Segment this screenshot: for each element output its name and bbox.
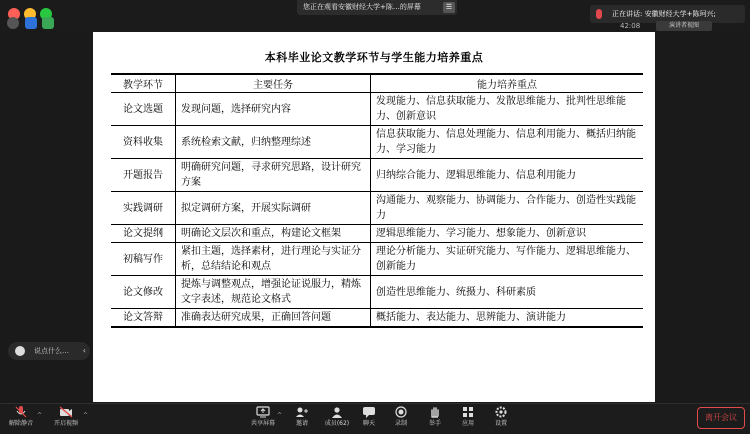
- participants-button[interactable]: [320, 404, 354, 432]
- record-button[interactable]: [384, 404, 418, 432]
- invite-label: 邀请: [295, 420, 308, 427]
- task-cell: 提炼与调整观点，增强论证说服力，精炼文字表述，规范论文格式: [176, 276, 371, 309]
- invite-button[interactable]: [285, 404, 319, 432]
- screen-share-text: 您正在观看安徽财经大学+陈…的屏幕: [303, 3, 421, 11]
- table-header: 能力培养重点: [371, 74, 644, 93]
- unmute-label: 解除静音: [8, 420, 33, 427]
- task-cell: 发现问题，选择研究内容: [176, 93, 371, 126]
- start-video-button[interactable]: [49, 404, 83, 432]
- ability-cell: 概括能力、表达能力、思辨能力、演讲能力: [371, 309, 644, 328]
- table-row: [111, 159, 643, 192]
- record-icon: [394, 406, 408, 418]
- video-off-icon: [59, 406, 73, 418]
- hand-icon: [428, 406, 442, 418]
- share-options-caret[interactable]: ^: [277, 412, 283, 419]
- apps-icon: [461, 406, 475, 418]
- stage-cell: 开题报告: [111, 159, 176, 192]
- info-icon[interactable]: [7, 17, 19, 29]
- task-cell: 紧扣主题，选择素材，进行理论与实证分析，总结结论和观点: [176, 243, 371, 276]
- share-screen-icon: [256, 406, 270, 418]
- stage-cell: 论文提纲: [111, 225, 176, 243]
- record-label: 录制: [394, 420, 407, 427]
- settings-button[interactable]: [484, 404, 518, 432]
- shield-icon[interactable]: [25, 17, 37, 29]
- settings-label: 设置: [494, 420, 507, 427]
- stage-cell: 资料收集: [111, 126, 176, 159]
- task-cell: 拟定调研方案，开展实际调研: [176, 192, 371, 225]
- audio-options-caret[interactable]: ^: [37, 412, 43, 419]
- ability-cell: 归纳综合能力、逻辑思维能力、信息利用能力: [371, 159, 644, 192]
- active-speaker-text: 正在讲话: 安徽财经大学+陈珂兴;: [612, 10, 716, 18]
- unmute-button[interactable]: [4, 404, 38, 432]
- table-row: [111, 93, 643, 126]
- chat-placeholder: 说点什么…: [34, 347, 69, 355]
- chat-icon: [362, 406, 376, 418]
- task-cell: 明确研究问题，寻求研究思路，设计研究方案: [176, 159, 371, 192]
- chat-input-pill[interactable]: [8, 342, 90, 360]
- stage-cell: 初稿写作: [111, 243, 176, 276]
- signal-icon[interactable]: [42, 17, 54, 29]
- table-row: [111, 225, 643, 243]
- start-video-label: 开启视频: [53, 420, 78, 427]
- table-header: 主要任务: [176, 74, 371, 93]
- meeting-timer: 42:08: [620, 22, 641, 30]
- microphone-muted-icon: [596, 9, 602, 19]
- ability-cell: 发现能力、信息获取能力、发散思维能力、批判性思维能力、创新意识: [371, 93, 644, 126]
- emoji-icon[interactable]: [15, 346, 25, 356]
- ability-cell: 逻辑思维能力、学习能力、想象能力、创新意识: [371, 225, 644, 243]
- chat-label: 聊天: [362, 420, 375, 427]
- gear-icon: [494, 406, 508, 418]
- ability-cell: 理论分析能力、实证研究能力、写作能力、逻辑思维能力、创新能力: [371, 243, 644, 276]
- view-options-button[interactable]: ☰: [443, 2, 455, 13]
- screen-share-banner[interactable]: [297, 0, 457, 15]
- share-screen-button[interactable]: [246, 404, 283, 432]
- table-header-row: [111, 74, 643, 93]
- document-title: 本科毕业论文教学环节与学生能力培养重点: [264, 51, 484, 64]
- table-row: [111, 243, 643, 276]
- table-row: [111, 126, 643, 159]
- table-row: [111, 276, 643, 309]
- raise-hand-label: 举手: [428, 420, 441, 427]
- shared-screen-content: [93, 32, 655, 402]
- participants-icon: [330, 406, 344, 418]
- add-user-icon: [295, 406, 309, 418]
- task-cell: 明确论文层次和重点，构建论文框架: [176, 225, 371, 243]
- task-cell: 系统检索文献，归纳整理综述: [176, 126, 371, 159]
- chat-button[interactable]: [352, 404, 386, 432]
- stage-cell: 论文选题: [111, 93, 176, 126]
- stage-cell: 论文修改: [111, 276, 176, 309]
- table-row: [111, 309, 643, 328]
- table-header: 教学环节: [111, 74, 176, 93]
- share-screen-label: 共享屏幕: [250, 420, 275, 427]
- apps-label: 应用: [461, 420, 474, 427]
- speaker-view-button[interactable]: 演讲者视图: [656, 21, 712, 31]
- table-row: [111, 192, 643, 225]
- stage-cell: 实践调研: [111, 192, 176, 225]
- raise-hand-button[interactable]: [418, 404, 452, 432]
- video-options-caret[interactable]: ^: [83, 412, 89, 419]
- microphone-muted-icon: [14, 406, 28, 418]
- participants-label: 成员(62): [324, 420, 350, 427]
- ability-cell: 创造性思维能力、统摄力、科研素质: [371, 276, 644, 309]
- stage-cell: 论文答辩: [111, 309, 176, 328]
- task-cell: 准确表达研究成果，正确回答问题: [176, 309, 371, 328]
- teaching-table: [111, 73, 643, 328]
- ability-cell: 沟通能力、观察能力、协调能力、合作能力、创造性实践能力: [371, 192, 644, 225]
- chevron-left-icon[interactable]: ‹: [82, 346, 86, 355]
- leave-meeting-button[interactable]: 离开会议: [697, 407, 745, 429]
- apps-button[interactable]: [451, 404, 485, 432]
- ability-cell: 信息获取能力、信息处理能力、信息利用能力、概括归纳能力、学习能力: [371, 126, 644, 159]
